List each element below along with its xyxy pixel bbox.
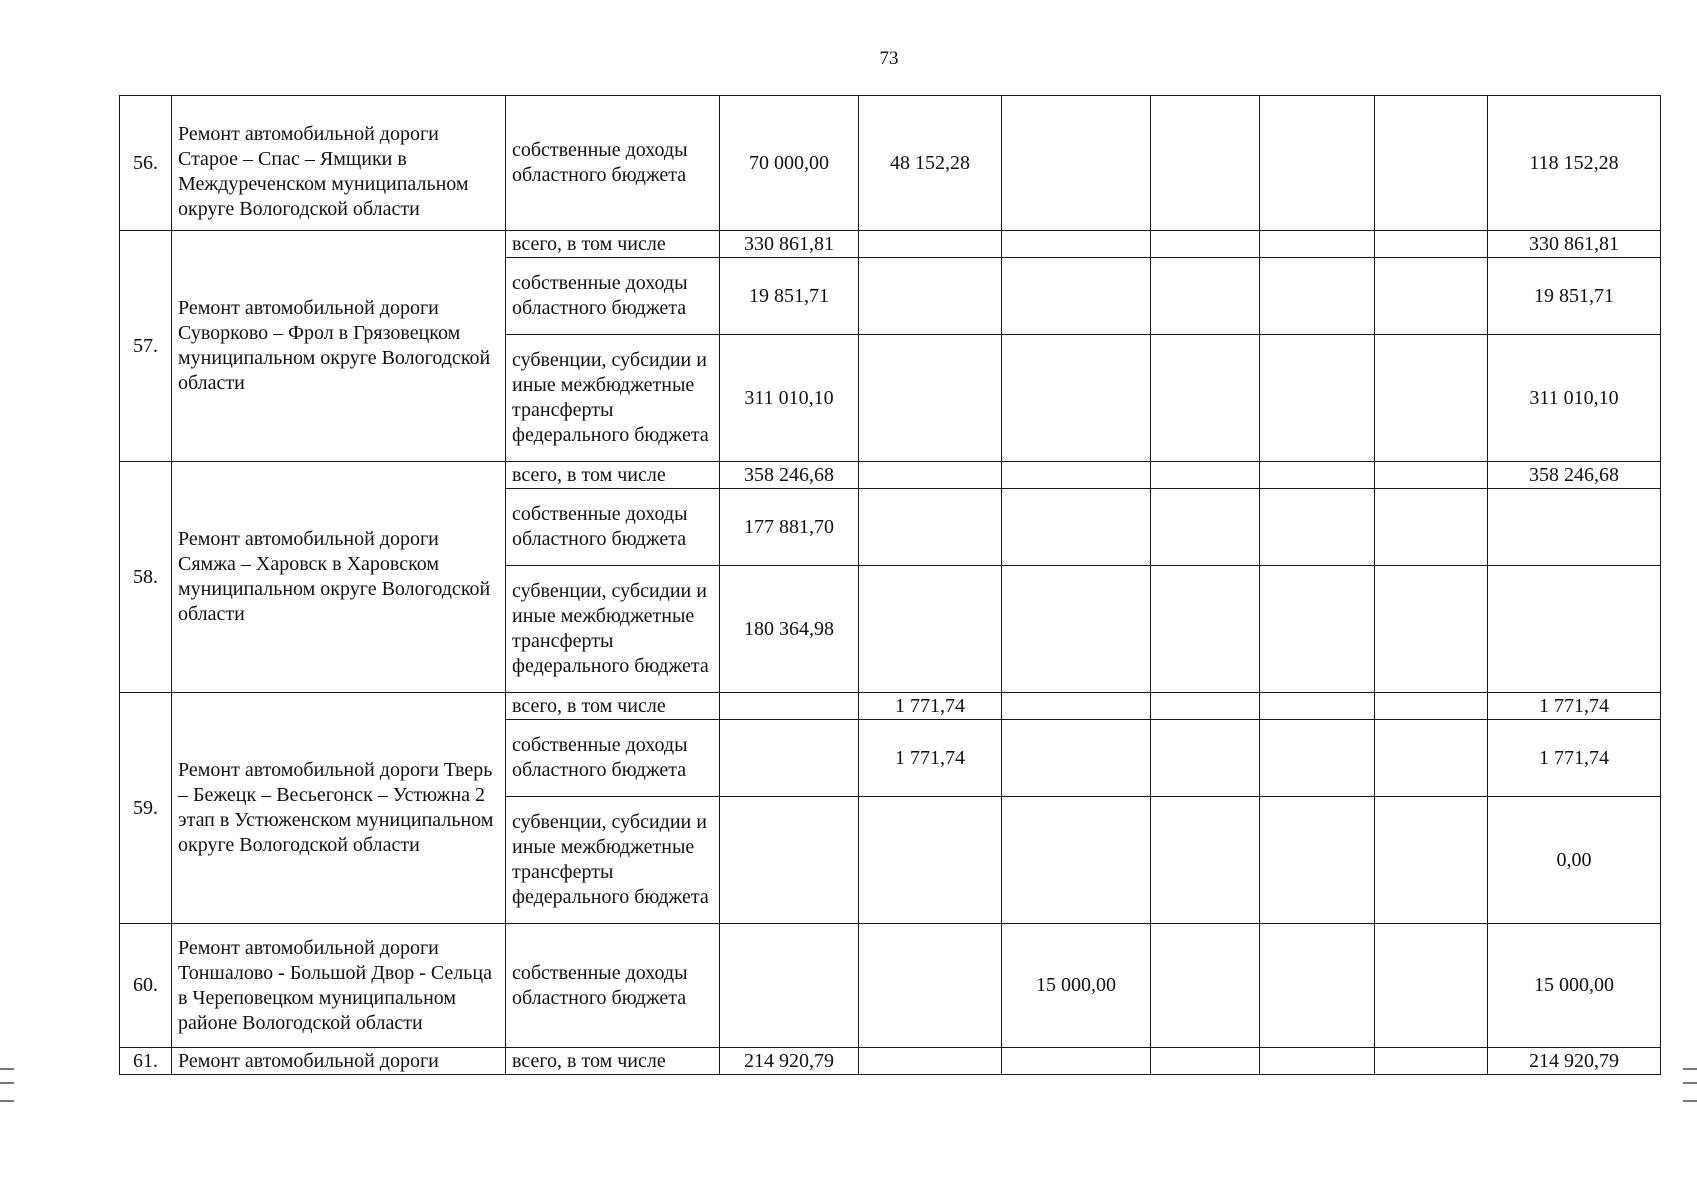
value-cell	[1260, 693, 1375, 720]
road-name: Ремонт автомобильной дороги	[172, 1048, 506, 1075]
total-cell: 1 771,74	[1488, 693, 1661, 720]
total-cell: 311 010,10	[1488, 335, 1661, 462]
value-cell: 15 000,00	[1002, 924, 1151, 1048]
row-number: 59.	[120, 693, 172, 924]
value-cell	[1260, 566, 1375, 693]
table-row	[120, 693, 1661, 720]
value-cell	[1375, 231, 1488, 258]
value-cell	[1375, 1048, 1488, 1075]
value-cell	[1002, 462, 1151, 489]
value-cell: 48 152,28	[859, 96, 1002, 231]
total-cell: 330 861,81	[1488, 231, 1661, 258]
funding-source: всего, в том числе	[506, 231, 720, 258]
value-cell	[1151, 231, 1260, 258]
value-cell	[1151, 924, 1260, 1048]
value-cell	[1260, 231, 1375, 258]
value-cell	[859, 231, 1002, 258]
funding-source: субвенции, субсидии и иные межбюджетные трансферты федерального бюджета	[506, 797, 720, 924]
table-row	[120, 1048, 1661, 1075]
value-cell	[1002, 489, 1151, 566]
funding-source: собственные доходы областного бюджета	[506, 489, 720, 566]
road-name: Ремонт автомобильной дороги Тоншалово - Большой Двор - Сельца в Череповецком муниципальном районе Вологодской области	[172, 924, 506, 1048]
value-cell	[1375, 693, 1488, 720]
value-cell: 177 881,70	[720, 489, 859, 566]
total-cell: 1 771,74	[1488, 720, 1661, 797]
value-cell	[720, 797, 859, 924]
value-cell	[1002, 231, 1151, 258]
value-cell	[1260, 258, 1375, 335]
value-cell	[1260, 797, 1375, 924]
value-cell	[1260, 1048, 1375, 1075]
budget-table	[119, 95, 1661, 1075]
value-cell: 1 771,74	[859, 693, 1002, 720]
value-cell	[720, 924, 859, 1048]
total-cell	[1488, 566, 1661, 693]
value-cell	[1151, 1048, 1260, 1075]
value-cell	[1151, 335, 1260, 462]
value-cell: 19 851,71	[720, 258, 859, 335]
funding-source: собственные доходы областного бюджета	[506, 258, 720, 335]
funding-source: собственные доходы областного бюджета	[506, 720, 720, 797]
value-cell	[1260, 462, 1375, 489]
right-binding-mark	[1683, 1068, 1697, 1102]
row-number: 57.	[120, 231, 172, 462]
value-cell	[859, 566, 1002, 693]
value-cell: 1 771,74	[859, 720, 1002, 797]
value-cell	[859, 258, 1002, 335]
value-cell	[859, 797, 1002, 924]
value-cell: 180 364,98	[720, 566, 859, 693]
value-cell	[1375, 797, 1488, 924]
value-cell	[1375, 96, 1488, 231]
funding-source: всего, в том числе	[506, 1048, 720, 1075]
row-number: 56.	[120, 96, 172, 231]
value-cell: 214 920,79	[720, 1048, 859, 1075]
value-cell	[1002, 720, 1151, 797]
value-cell	[1151, 566, 1260, 693]
value-cell	[1260, 96, 1375, 231]
funding-source: собственные доходы областного бюджета	[506, 96, 720, 231]
value-cell	[1151, 258, 1260, 335]
total-cell: 214 920,79	[1488, 1048, 1661, 1075]
page-number: 73	[879, 48, 899, 69]
left-binding-mark	[0, 1068, 14, 1102]
table-row	[120, 924, 1661, 1048]
table-row	[120, 231, 1661, 258]
total-cell: 0,00	[1488, 797, 1661, 924]
road-name: Ремонт автомобильной дороги Сямжа – Харовск в Харовском муниципальном округе Вологодской области	[172, 462, 506, 693]
value-cell	[1260, 924, 1375, 1048]
value-cell: 70 000,00	[720, 96, 859, 231]
total-cell: 19 851,71	[1488, 258, 1661, 335]
value-cell	[859, 489, 1002, 566]
road-name: Ремонт автомобильной дороги Старое – Спас – Ямщики в Междуреченском муниципальном округе Вологодской области	[172, 96, 506, 231]
value-cell	[859, 1048, 1002, 1075]
funding-source: субвенции, субсидии и иные межбюджетные трансферты федерального бюджета	[506, 335, 720, 462]
value-cell	[1151, 720, 1260, 797]
value-cell	[1151, 489, 1260, 566]
funding-source: всего, в том числе	[506, 462, 720, 489]
value-cell: 358 246,68	[720, 462, 859, 489]
funding-source: собственные доходы областного бюджета	[506, 924, 720, 1048]
row-number: 58.	[120, 462, 172, 693]
value-cell	[720, 720, 859, 797]
value-cell	[1375, 566, 1488, 693]
value-cell	[1375, 258, 1488, 335]
value-cell	[1002, 258, 1151, 335]
value-cell	[720, 693, 859, 720]
funding-source: всего, в том числе	[506, 693, 720, 720]
value-cell: 330 861,81	[720, 231, 859, 258]
table-row	[120, 96, 1661, 231]
value-cell	[1260, 720, 1375, 797]
value-cell	[1002, 335, 1151, 462]
value-cell	[1375, 924, 1488, 1048]
total-cell	[1488, 489, 1661, 566]
value-cell	[1151, 462, 1260, 489]
value-cell	[859, 924, 1002, 1048]
value-cell	[859, 335, 1002, 462]
row-number: 60.	[120, 924, 172, 1048]
value-cell	[1002, 797, 1151, 924]
value-cell	[1260, 489, 1375, 566]
road-name: Ремонт автомобильной дороги Суворково – Фрол в Грязовецком муниципальном округе Вологодской области	[172, 231, 506, 462]
table-row	[120, 462, 1661, 489]
total-cell: 118 152,28	[1488, 96, 1661, 231]
value-cell	[1151, 693, 1260, 720]
value-cell	[1002, 693, 1151, 720]
value-cell	[1002, 96, 1151, 231]
row-number: 61.	[120, 1048, 172, 1075]
value-cell: 311 010,10	[720, 335, 859, 462]
value-cell	[859, 462, 1002, 489]
value-cell	[1375, 462, 1488, 489]
value-cell	[1375, 335, 1488, 462]
value-cell	[1002, 566, 1151, 693]
value-cell	[1151, 797, 1260, 924]
value-cell	[1002, 1048, 1151, 1075]
value-cell	[1151, 96, 1260, 231]
road-name: Ремонт автомобильной дороги Тверь – Бежецк – Весьегонск – Устюжна 2 этап в Устюженском муниципальном округе Вологодской области	[172, 693, 506, 924]
value-cell	[1375, 489, 1488, 566]
value-cell	[1375, 720, 1488, 797]
total-cell: 15 000,00	[1488, 924, 1661, 1048]
funding-source: субвенции, субсидии и иные межбюджетные трансферты федерального бюджета	[506, 566, 720, 693]
total-cell: 358 246,68	[1488, 462, 1661, 489]
value-cell	[1260, 335, 1375, 462]
